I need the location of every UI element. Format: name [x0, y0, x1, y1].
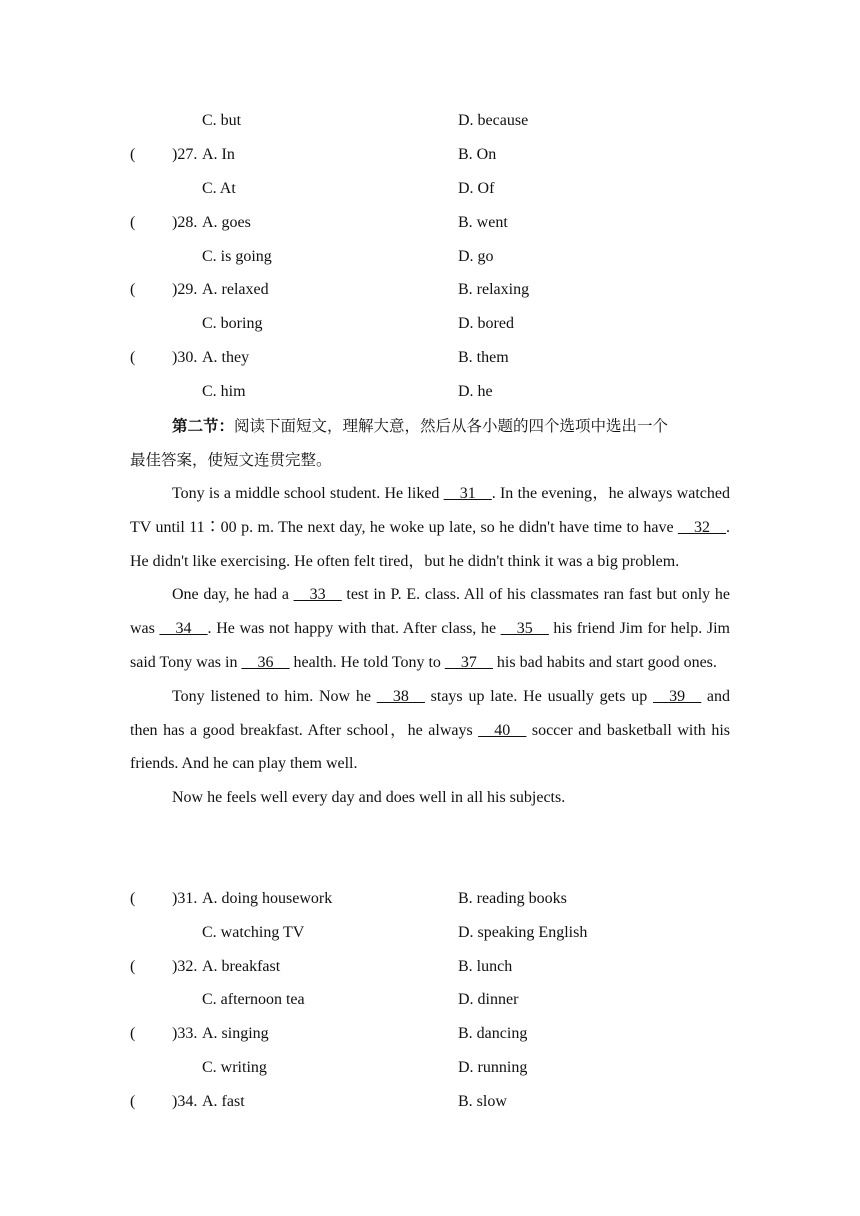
answer-paren: (: [130, 146, 136, 163]
question-number: )30.: [172, 349, 198, 366]
section-2-instruction: 阅读下面短文，理解大意，然后从各小题的四个选项中选出一个: [234, 417, 669, 435]
question-34-row: [130, 1085, 730, 1119]
passage-paragraph-3: Tony listened to him. Now he __38__ stays up late. He usually gets up __39__ and then has a good breakfast. After school，he always __40__ soccer and basketball with his friends. And he can play them well.: [130, 687, 730, 773]
option-d: D. running: [458, 1059, 528, 1076]
option-d: D. because: [458, 112, 529, 129]
question-31-row: [130, 882, 730, 916]
question-26-options-cd: [130, 104, 730, 138]
section-2-instruction-line1: [130, 409, 730, 443]
question-number: )28.: [172, 214, 198, 231]
answer-paren: (: [130, 281, 136, 298]
blank-33: __33__: [293, 586, 342, 604]
question-30-row: [130, 341, 730, 375]
option-b: B. lunch: [458, 958, 513, 975]
question-number: )34.: [172, 1093, 198, 1110]
blank-35: __35__: [500, 620, 549, 638]
answer-paren: (: [130, 349, 136, 366]
answer-paren: (: [130, 958, 136, 975]
option-c: C. writing: [202, 1059, 267, 1076]
option-d: D. dinner: [458, 991, 519, 1008]
option-c: C. afternoon tea: [202, 991, 305, 1008]
answer-paren: (: [130, 214, 136, 231]
question-number: )27.: [172, 146, 198, 163]
passage-paragraph-4: Now he feels well every day and does well in all his subjects.: [172, 789, 566, 807]
option-c: C. him: [202, 383, 246, 400]
question-number: )29.: [172, 281, 198, 298]
question-28-row: [130, 206, 730, 240]
option-a: A. fast: [202, 1093, 245, 1110]
blank-31: __31__: [443, 485, 492, 502]
answer-paren: (: [130, 1093, 136, 1110]
option-a: A. In: [202, 146, 235, 163]
question-33-options-cd: [130, 1051, 730, 1085]
option-c: C. watching TV: [202, 924, 305, 941]
option-c: C. boring: [202, 315, 263, 332]
answer-paren: (: [130, 890, 136, 907]
question-number: )32.: [172, 958, 198, 975]
question-28-options-cd: [130, 240, 730, 274]
option-c: C. is going: [202, 248, 272, 265]
passage-paragraph-2: One day, he had a __33__ test in P. E. class. All of his classmates ran fast but only he was __34__. He was not happy with that. After class, he __35__ his friend Jim for help. Jim said Tony was in __36__ health. He told Tony to __37__ his bad habits and start good ones.: [130, 586, 730, 671]
option-a: A. relaxed: [202, 281, 269, 298]
blank-34: __34__: [159, 620, 208, 638]
blank-39: __39__: [653, 687, 702, 705]
option-c: C. At: [202, 180, 236, 197]
passage: [130, 477, 730, 815]
option-b: B. them: [458, 349, 509, 366]
blank-36: __36__: [241, 653, 290, 671]
option-b: B. dancing: [458, 1025, 528, 1042]
question-27-options-cd: [130, 172, 730, 206]
option-b: B. reading books: [458, 890, 567, 907]
option-a: A. they: [202, 349, 250, 366]
question-30-options-cd: [130, 375, 730, 409]
question-number: )33.: [172, 1025, 198, 1042]
question-32-options-cd: [130, 983, 730, 1017]
question-27-row: [130, 138, 730, 172]
question-29-options-cd: [130, 307, 730, 341]
blank-40: __40__: [478, 721, 527, 739]
blank-38: __38__: [376, 687, 425, 705]
section-2-instruction-line2: 最佳答案，使短文连贯完整。: [130, 451, 332, 469]
option-b: B. went: [458, 214, 508, 231]
option-d: D. he: [458, 383, 493, 400]
question-number: )31.: [172, 890, 198, 907]
option-d: D. Of: [458, 180, 495, 197]
section-2-title: 第二节：: [172, 417, 235, 435]
option-d: D. speaking English: [458, 924, 588, 941]
option-d: D. go: [458, 248, 494, 265]
option-b: B. slow: [458, 1093, 507, 1110]
option-a: A. singing: [202, 1025, 269, 1042]
option-c: C. but: [202, 112, 242, 129]
option-a: A. breakfast: [202, 958, 281, 975]
blank-32: __32__: [678, 518, 726, 536]
passage-paragraph-1: Tony is a middle school student. He liked __31__. In the evening，he always watched TV until 11∶00 p. m. The next day, he woke up late, so he didn't have time to have __32__. He didn't like exercising. He often felt tired，but he didn't think it was a big problem.: [130, 485, 730, 570]
question-29-row: [130, 273, 730, 307]
option-a: A. doing housework: [202, 890, 333, 907]
question-32-row: [130, 950, 730, 984]
option-a: A. goes: [202, 214, 251, 231]
blank-37: __37__: [444, 653, 493, 671]
option-b: B. On: [458, 146, 497, 163]
option-d: D. bored: [458, 315, 514, 332]
question-31-options-cd: [130, 916, 730, 950]
option-b: B. relaxing: [458, 281, 530, 298]
answer-paren: (: [130, 1025, 136, 1042]
question-33-row: [130, 1017, 730, 1051]
